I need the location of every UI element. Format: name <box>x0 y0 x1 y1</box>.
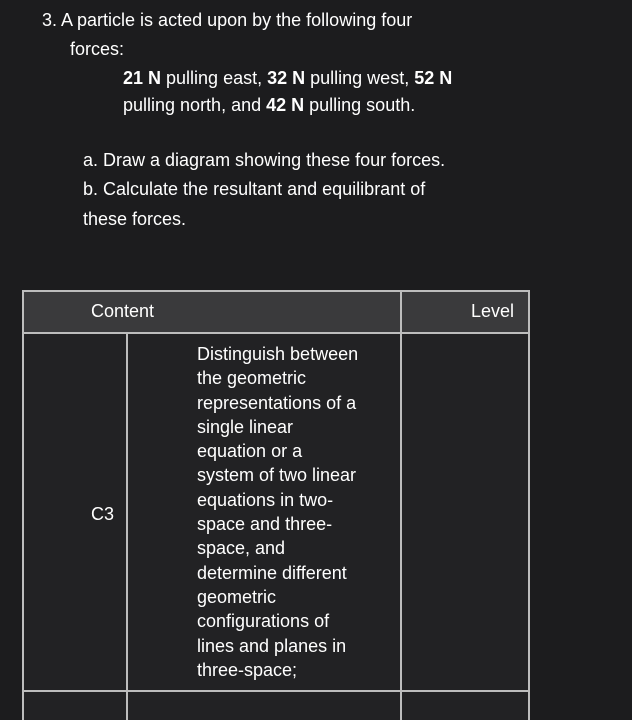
header-level: Level <box>471 301 515 321</box>
description-line: system of two linear <box>197 465 357 486</box>
description-line: space and three- <box>197 514 333 535</box>
force-south-value: 42 N <box>266 95 305 115</box>
question-line-1: 3. A particle is acted upon by the following four <box>42 10 413 30</box>
description-line: three-space; <box>197 659 298 680</box>
description-line: determine different <box>197 562 347 583</box>
part-b-line-2: these forces. <box>83 209 187 229</box>
forces-line-1 <box>123 63 452 93</box>
force-west-value: 32 N <box>267 68 306 88</box>
row-code: C3 <box>91 504 115 524</box>
question-line-2: forces: <box>70 39 125 59</box>
description-line: configurations of <box>197 611 330 632</box>
description-line: lines and planes in <box>197 635 347 656</box>
table-border-top <box>22 290 530 292</box>
force-east-text: pulling east, <box>161 68 268 88</box>
description-line: single linear <box>197 416 294 437</box>
table-column-divider-level <box>400 290 402 720</box>
force-north-value: 52 N <box>414 68 453 88</box>
part-a: a. Draw a diagram showing these four forces. <box>83 150 446 170</box>
force-north-text: pulling north, and <box>123 95 267 115</box>
description-line: Distinguish between <box>197 344 359 364</box>
force-south-text: pulling south. <box>304 95 416 115</box>
row-description <box>197 342 397 682</box>
description-line: the geometric <box>197 368 307 389</box>
force-west-text: pulling west, <box>305 68 415 88</box>
description-line: equation or a <box>197 441 303 462</box>
description-line: geometric <box>197 586 277 607</box>
description-line: equations in two- <box>197 489 334 510</box>
description-line: representations of a <box>197 392 357 413</box>
curriculum-table <box>22 290 530 720</box>
table-header-divider <box>22 332 530 334</box>
table-border-left <box>22 290 24 720</box>
forces-line-2 <box>123 90 415 120</box>
table-border-right <box>528 290 530 720</box>
table-row-divider <box>22 690 530 692</box>
description-line: space, and <box>197 538 286 559</box>
part-b-line-1: b. Calculate the resultant and equilibrant of <box>83 179 426 199</box>
header-content: Content <box>91 301 155 321</box>
table-column-divider-code <box>126 332 128 720</box>
force-east-value: 21 N <box>123 68 162 88</box>
